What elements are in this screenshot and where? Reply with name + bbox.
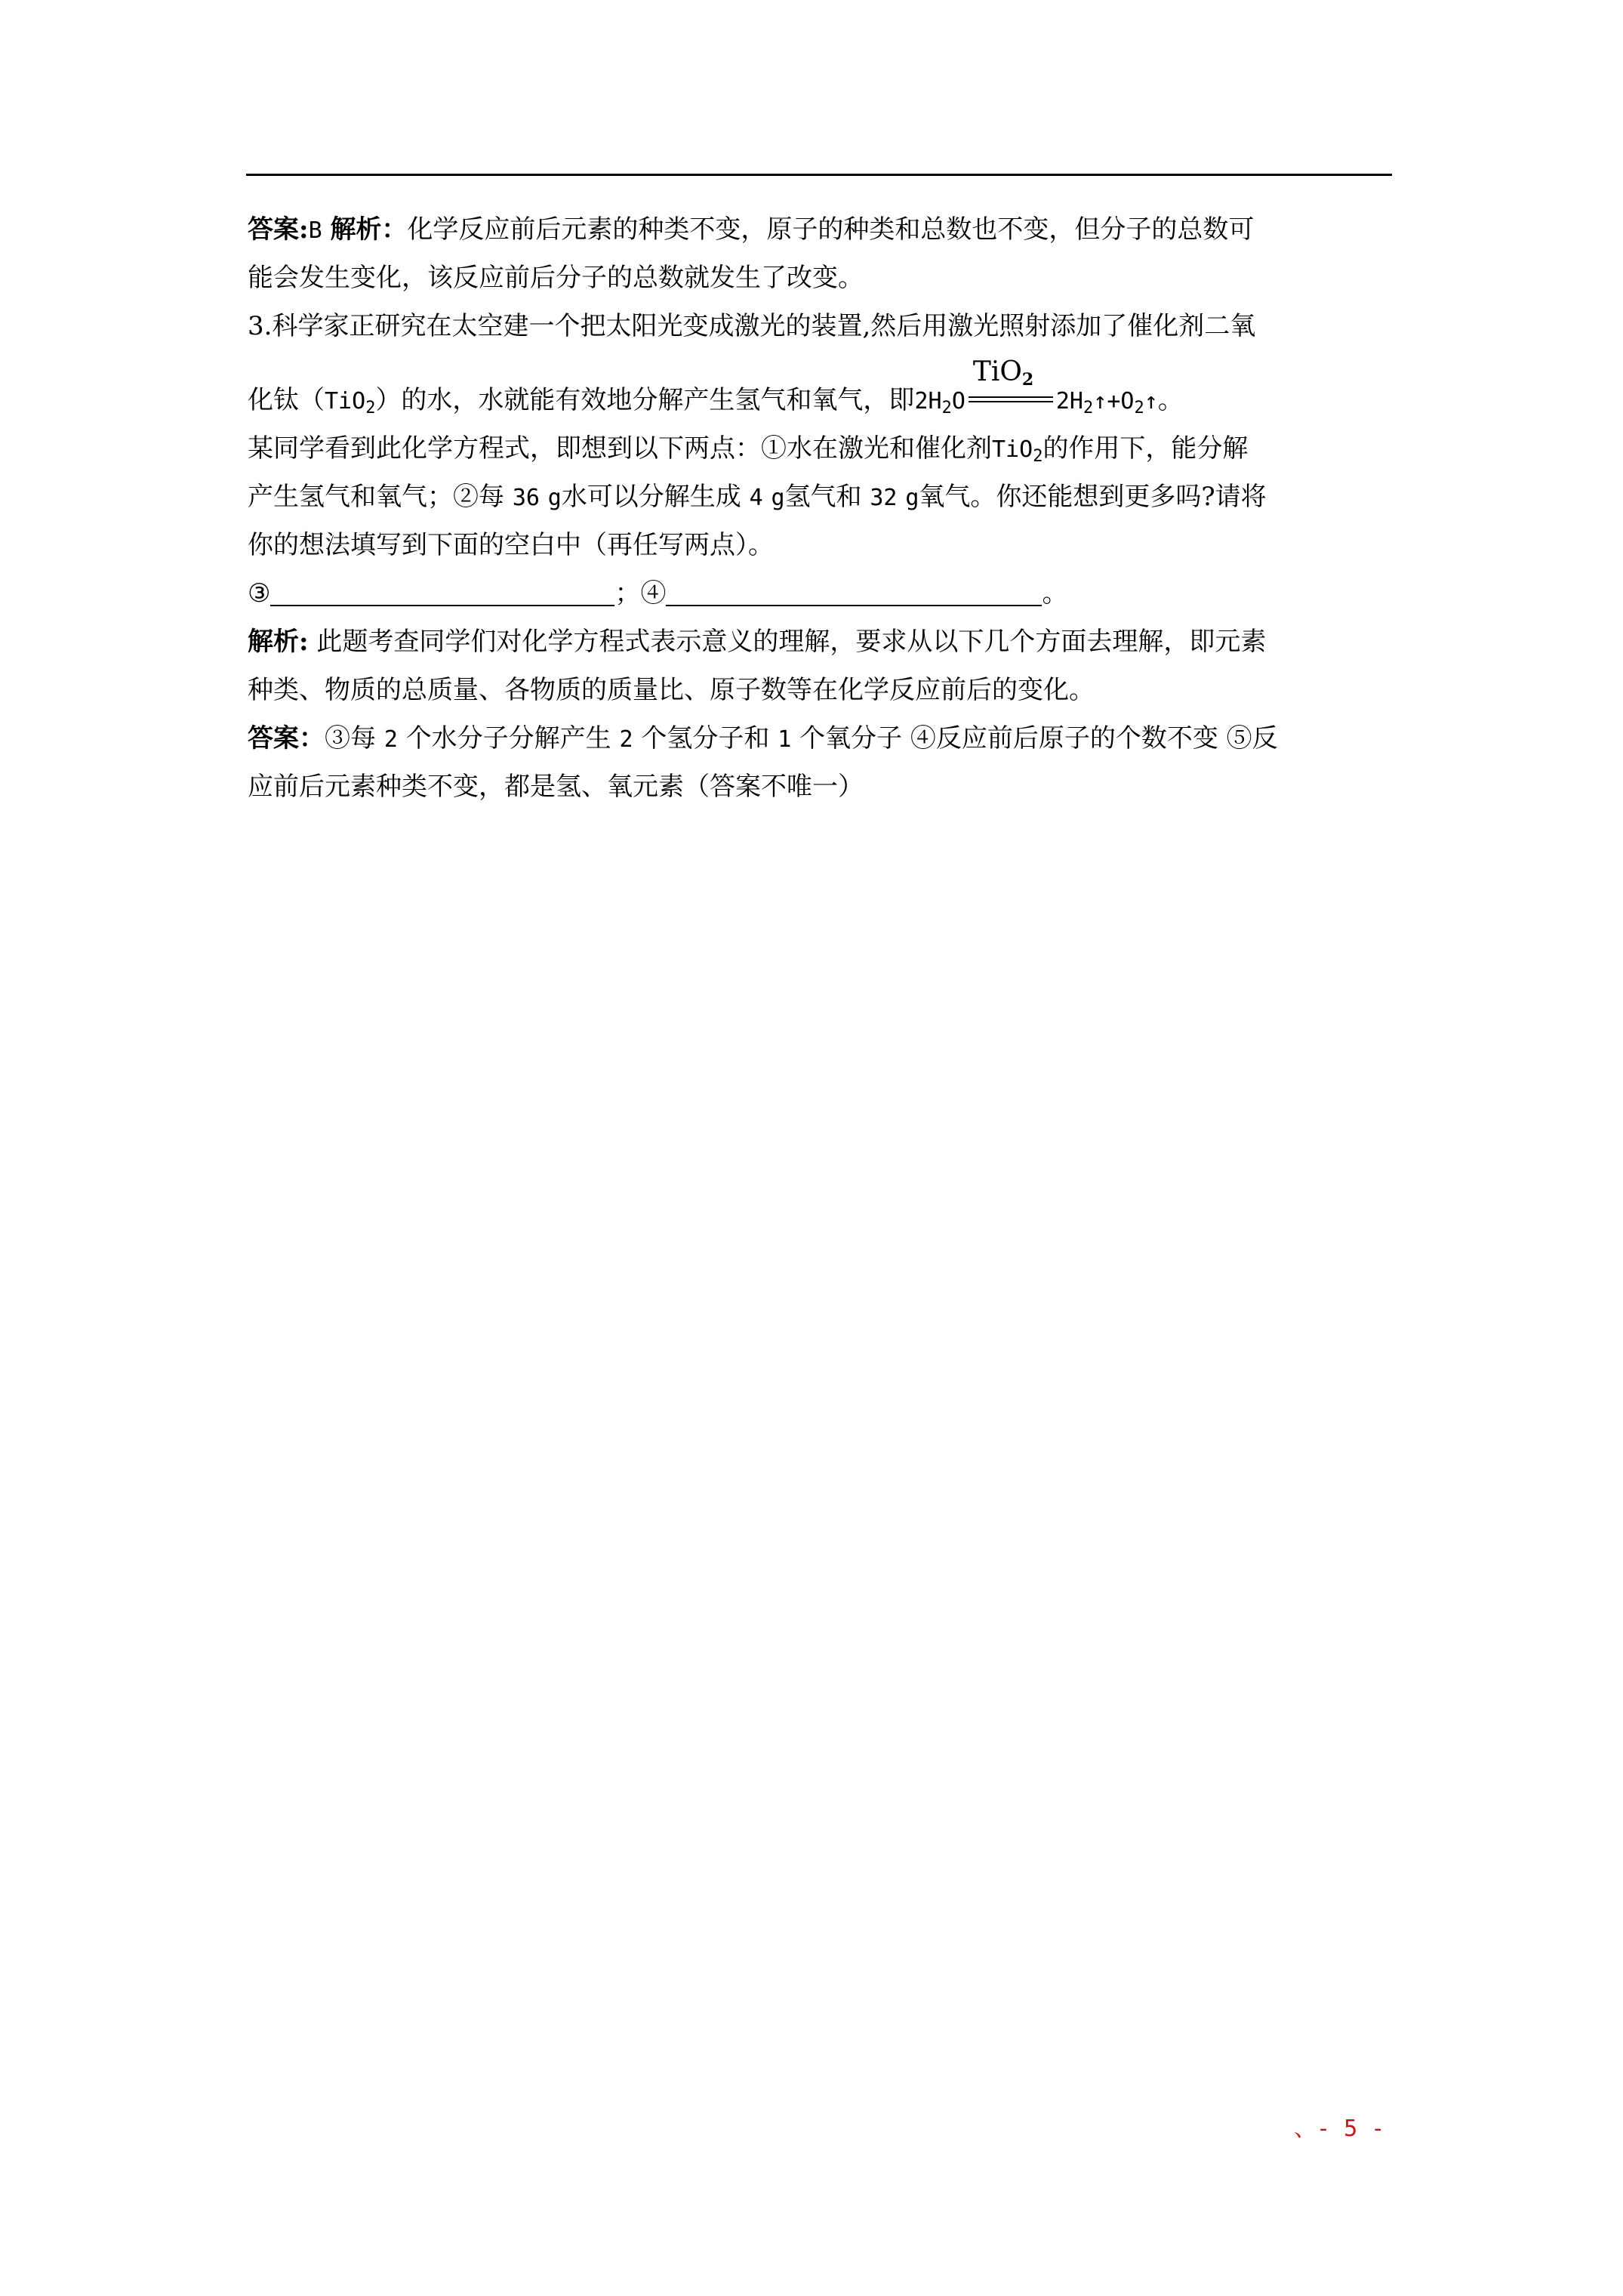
answer-blank-3[interactable] (270, 575, 614, 606)
eq-reactant-sub: 2 (941, 399, 952, 418)
answer-label: 答案： (248, 723, 325, 754)
tio2-formula-2-sub: 2 (1033, 447, 1043, 466)
answer-text-1b: 个水分子分解产生 (405, 723, 611, 754)
unit-g-3: g (905, 485, 919, 511)
question-3-text-4b: 水可以分解生成 (561, 482, 741, 512)
question-3-text-2a: 化钛（ (248, 385, 325, 415)
question-3-text-2b: ）的水，水就能有效地分解产生氢气和氧气，即 (375, 385, 915, 415)
answer-blank-4[interactable] (666, 575, 1042, 606)
question-3-line-3 (248, 424, 1403, 473)
answer-text-1a: ③每 (325, 723, 376, 754)
eq-product-1: 2H (1055, 388, 1083, 415)
prev-analysis-text-1: 化学反应前后元素的种类不变，原子的种类和总数也不变，但分子的总数可 (407, 214, 1255, 245)
answer-blanks-line (248, 569, 1403, 618)
answer-line-2 (248, 763, 1403, 811)
mass-oxygen: 32 (870, 485, 898, 511)
question-3-text-4a: 产生氢气和氧气；②每 (248, 482, 504, 512)
question-3-line-2 (248, 356, 1403, 424)
prev-answer-value: B (308, 217, 322, 244)
answer-num-3: 1 (778, 726, 792, 753)
tio2-formula-sub: 2 (365, 399, 376, 418)
blank-4-label: ；④ (614, 578, 667, 609)
eq-reactant: 2H (914, 388, 942, 415)
tio2-formula-2-main: TiO (992, 436, 1033, 463)
eq-equals-bar-2 (969, 401, 1053, 402)
eq-product-2: +O (1107, 388, 1135, 415)
prev-answer-label: 答案: (248, 214, 309, 245)
analysis-label: 解析: (248, 627, 309, 657)
question-3-line-4 (248, 473, 1403, 521)
eq-catalyst-condition (969, 356, 1053, 408)
analysis-line-2 (248, 666, 1403, 714)
chemical-equation (914, 356, 1158, 433)
eq-end-punct: 。 (1157, 385, 1184, 415)
analysis-text-1: 此题考查同学们对化学方程式表示意义的理解，要求从以下几个方面去理解，即元素 (316, 627, 1267, 657)
tio2-formula (325, 388, 376, 418)
question-3-text-4d: 氧气。你还能想到更多吗?请将 (919, 482, 1267, 512)
question-3-text-3b: 的作用下，能分解 (1042, 433, 1249, 464)
answer-text-1d: 个氧分子 ④反应前后原子的个数不变 ⑤反 (799, 723, 1278, 754)
eq-product-1-sub: 2 (1083, 399, 1094, 418)
question-3-text-4c: 氢气和 (784, 482, 862, 512)
analysis-text-2: 种类、物质的总质量、各物质的质量比、原子数等在化学反应前后的变化。 (248, 675, 1095, 705)
answer-line-1 (248, 714, 1403, 763)
eq-catalyst-main: TiO (972, 356, 1022, 387)
answer-text-2: 应前后元素种类不变，都是氢、氧元素（答案不唯一） (248, 772, 864, 802)
answer-num-1: 2 (383, 726, 398, 753)
eq-gas-arrow-1: ↑ (1093, 388, 1107, 415)
tio2-formula-2 (992, 436, 1043, 466)
eq-reactant-o: O (951, 388, 965, 415)
mass-water: 36 (512, 485, 540, 511)
document-body (248, 205, 1403, 811)
unit-g-2: g (771, 485, 785, 511)
page-number: 、- 5 - (1294, 2116, 1385, 2142)
question-3-text-3a: 某同学看到此化学方程式，即想到以下两点：①水在激光和催化剂 (248, 433, 992, 464)
prev-analysis-text-2: 能会发生变化，该反应前后分子的总数就发生了改变。 (248, 263, 864, 293)
blank-3-label: ③ (248, 578, 271, 609)
eq-catalyst-sub: 2 (1021, 370, 1034, 390)
prev-answer-line-1 (248, 205, 1403, 254)
answer-text-1c: 个氢分子和 (641, 723, 770, 754)
blank-end-punct: 。 (1042, 578, 1068, 609)
eq-equals-bar-1 (969, 396, 1053, 398)
question-3-line-1 (248, 302, 1403, 350)
prev-analysis-label: 解析： (330, 214, 408, 245)
question-3-line-5 (248, 521, 1403, 569)
header-rule (246, 174, 1392, 176)
tio2-formula-main: TiO (325, 388, 366, 415)
unit-g-1: g (547, 485, 562, 511)
prev-answer-line-2 (248, 254, 1403, 302)
eq-catalyst-label (973, 348, 1033, 404)
question-3-text-5: 你的想法填写到下面的空白中（再任写两点）。 (248, 530, 774, 560)
analysis-line-1 (248, 618, 1403, 666)
eq-product-2-sub: 2 (1134, 399, 1144, 418)
eq-gas-arrow-2: ↑ (1144, 388, 1158, 415)
mass-hydrogen: 4 (749, 485, 763, 511)
answer-num-2: 2 (619, 726, 633, 753)
question-3-text-1: 3.科学家正研究在太空建一个把太阳光变成激光的装置,然后用激光照射添加了催化剂二氧 (248, 311, 1256, 341)
